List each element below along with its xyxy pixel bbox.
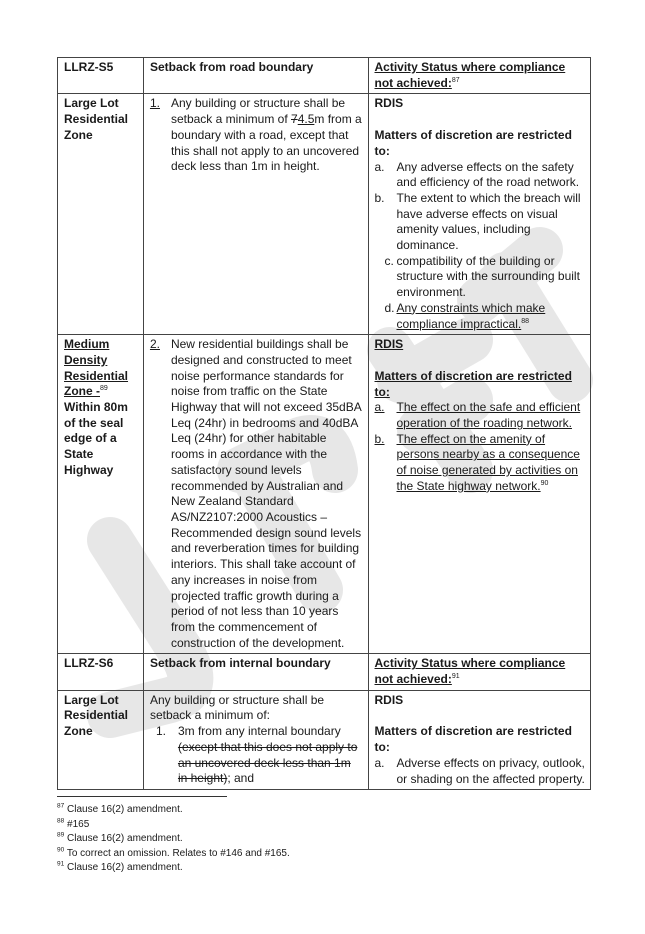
standard-code: LLRZ-S5: [58, 58, 144, 94]
standard-code: LLRZ-S6: [58, 654, 144, 690]
zone-label: Large Lot Residential Zone: [58, 94, 144, 335]
list-item: d. Any constraints which make compliance impractical.$^{88}$: [384, 300, 546, 331]
footnotes: [57, 803, 290, 876]
table-row: [58, 654, 591, 690]
activity-status-header: Activity Status where compliance not achieved:$^{91}$: [368, 654, 591, 690]
standard-title: Setback from internal boundary: [143, 654, 368, 690]
footnote-separator: [57, 796, 227, 797]
rule-text: 2. New residential buildings shall be designed and constructed to meet noise performance standards for noise from traffic on the State Highway that will not exceed 35dBA Leq (24hr) in bedrooms and 40dBA Leq (24hr) for other habitable rooms in accordance with the satisfactory sound levels recommended by Australian and New Zealand Standard AS/NZ2107:2000 Acoustics – Recommended design sound levels and reverberation times for building interiors. This shall take account of any increases in noise from projected traffic growth during a period of not less than 10 years from the commencement of construction of the development.: [143, 335, 368, 654]
table-row: [58, 690, 591, 790]
footnote: $^{91}$ Clause 16(2) amendment.: [57, 860, 183, 873]
zone-label: Medium Density Residential Zone -$^{89}$ Within 80m of the seal edge of a State Highway: [58, 335, 144, 654]
table-row: [58, 94, 591, 335]
zone-label: Large Lot Residential Zone: [58, 690, 144, 790]
discretion-matters: RDIS Matters of discretion are restricted to: a. Any adverse effects on the safety and efficiency of the road network. b. The extent to which the breach will have adverse effects on visual amenity values, including dominance. c. compatibility of the building or structure with the surrounding built environment. d. Any constraints which make compliance impractical.$^{88}$: [368, 94, 591, 335]
list-item: c. compatibility of the building or structure with the surrounding built environment.: [384, 253, 580, 300]
table-row: [58, 58, 591, 94]
footnote: $^{88}$ #165: [57, 817, 90, 830]
rule-text: 1. Any building or structure shall be setback a minimum of 74.5m from a boundary with a road, except that this shall not apply to an uncovered deck less than 1m in height.: [143, 94, 368, 335]
standards-table: [57, 57, 591, 790]
list-item: a. The effect on the safe and efficient operation of the roading network.: [374, 400, 581, 431]
discretion-matters: RDIS Matters of discretion are restricted to: a. The effect on the safe and efficient operation of the roading network. b. The effect on the amenity of persons nearby as a consequence of noise generated by activities on the State highway network.$^{90}$: [368, 335, 591, 654]
discretion-matters: RDIS Matters of discretion are restricted to: a. Adverse effects on privacy, outlook, or shading on the affected property.: [368, 690, 591, 790]
footnote: $^{87}$ Clause 16(2) amendment.: [57, 802, 183, 815]
standard-title: Setback from road boundary: [143, 58, 368, 94]
rule-text: Any building or structure shall be setback a minimum of: 1. 3m from any internal boundary (except that this does not apply to an uncovered deck less than 1m in height); and: [143, 690, 368, 790]
list-item: a. Adverse effects on privacy, outlook, or shading on the affected property.: [374, 755, 585, 786]
list-item: b. The extent to which the breach will have adverse effects on visual amenity values, including dominance.: [374, 190, 581, 253]
table-row: [58, 335, 591, 654]
list-item: b. The effect on the amenity of persons nearby as a consequence of noise generated by activities on the State highway network.$^{90}$: [374, 431, 580, 493]
footnote: $^{90}$ To correct an omission. Relates to #146 and #165.: [57, 846, 290, 859]
activity-status-header: Activity Status where compliance not achieved:$^{87}$: [368, 58, 591, 94]
list-item: a. Any adverse effects on the safety and efficiency of the road network.: [374, 159, 580, 190]
footnote: $^{89}$ Clause 16(2) amendment.: [57, 831, 183, 844]
